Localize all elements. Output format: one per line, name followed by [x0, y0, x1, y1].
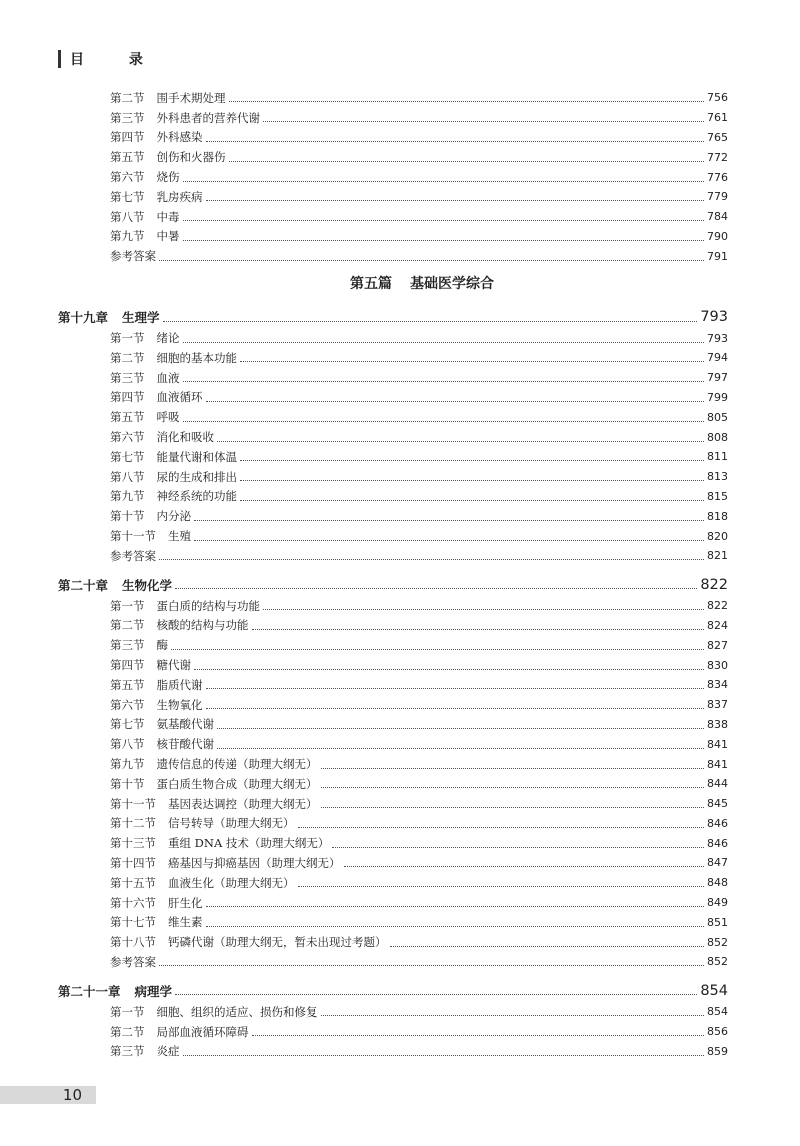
dot-leader: [217, 748, 704, 749]
entry-title: 重组 DNA 技术（助理大纲无）: [168, 836, 330, 851]
entry-page-number: 779: [707, 190, 728, 204]
entry-title: 氨基酸代谢: [156, 717, 214, 732]
entry-title: 生物化学: [122, 577, 173, 593]
entry-title: 酶: [156, 638, 168, 653]
entry-page-number: 854: [707, 1005, 728, 1019]
entry-number: 第四节: [110, 130, 145, 145]
entry-page-number: 761: [707, 111, 728, 125]
toc-section-entry[interactable]: [58, 715, 728, 735]
dot-leader: [252, 629, 705, 630]
dot-leader: [321, 768, 705, 769]
part-title: 基础医学综合: [410, 276, 494, 293]
toc-section-entry[interactable]: [58, 388, 728, 408]
entry-title: 病理学: [134, 983, 173, 999]
entry-number: 第十二节: [110, 816, 156, 831]
entry-number: 第十九章: [58, 310, 109, 326]
entry-title: 癌基因与抑癌基因（助理大纲无）: [168, 855, 341, 870]
entry-number: 第十五节: [110, 875, 156, 890]
entry-title: 外科患者的营养代谢: [156, 110, 260, 125]
entry-page-number: 830: [707, 658, 728, 672]
entry-page-number: 841: [707, 757, 728, 771]
toc-section-entry[interactable]: [58, 774, 728, 794]
entry-title: 细胞的基本功能: [156, 350, 237, 365]
entry-number: 第六节: [110, 170, 145, 185]
entry-title: 细胞、组织的适应、损伤和修复: [156, 1004, 318, 1019]
dot-leader: [229, 161, 705, 162]
entry-page-number: 846: [707, 816, 728, 830]
dot-leader: [206, 708, 705, 709]
toc-section-entry[interactable]: [58, 912, 728, 932]
entry-title: 围手术期处理: [156, 90, 226, 105]
entry-number: 第三节: [110, 370, 145, 385]
entry-title: 糖代谢: [156, 658, 191, 673]
entry-title: 神经系统的功能: [156, 489, 237, 504]
entry-title: 蛋白质生物合成（助理大纲无）: [156, 776, 318, 791]
entry-title: 生物氧化: [156, 697, 203, 712]
toc-answers-entry[interactable]: [58, 952, 728, 972]
dot-leader: [206, 688, 705, 689]
entry-number: 第七节: [110, 189, 145, 204]
toc-section-entry[interactable]: [58, 128, 728, 148]
entry-number: 参考答案: [110, 954, 156, 969]
toc-answers-entry[interactable]: [58, 546, 728, 566]
toc-section-entry[interactable]: [58, 833, 728, 853]
toc-section-entry[interactable]: [58, 596, 728, 616]
part-number: 第五篇: [350, 276, 392, 293]
entry-number: 第五节: [110, 677, 145, 692]
entry-title: 蛋白质的结构与功能: [156, 598, 260, 613]
toc-section-entry[interactable]: [58, 675, 728, 695]
toc-section-entry[interactable]: [58, 635, 728, 655]
dot-leader: [229, 101, 705, 102]
entry-title: 钙磷代谢（助理大纲无，暂未出现过考题）: [168, 935, 387, 950]
entry-page-number: 844: [707, 777, 728, 791]
entry-page-number: 827: [707, 638, 728, 652]
entry-title: 信号转导（助理大纲无）: [168, 816, 295, 831]
entry-title: 炎症: [156, 1044, 180, 1059]
entry-page-number: 854: [700, 982, 728, 999]
entry-number: 第七节: [110, 717, 145, 732]
entry-number: 第一节: [110, 331, 145, 346]
entry-page-number: 808: [707, 430, 728, 444]
dot-leader: [206, 401, 705, 402]
dot-leader: [332, 847, 704, 848]
toc-section-entry[interactable]: [58, 368, 728, 388]
dot-leader: [183, 220, 705, 221]
toc-section-entry[interactable]: [58, 407, 728, 427]
toc-section-entry[interactable]: [58, 147, 728, 167]
toc-section-entry[interactable]: [58, 447, 728, 467]
dot-leader: [171, 649, 704, 650]
entry-number: 第七节: [110, 449, 145, 464]
entry-page-number: 815: [707, 489, 728, 503]
entry-title: 血液: [156, 370, 180, 385]
toc-section-entry[interactable]: [58, 734, 728, 754]
entry-page-number: 849: [707, 896, 728, 910]
page-number: 10: [62, 1086, 82, 1104]
entry-page-number: 852: [707, 935, 728, 949]
entry-page-number: 851: [707, 915, 728, 929]
entry-number: 第一节: [110, 1004, 145, 1019]
page-footer: [0, 1086, 96, 1104]
entry-number: 第三节: [110, 1044, 145, 1059]
entry-title: 消化和吸收: [156, 430, 214, 445]
entry-number: 第五节: [110, 410, 145, 425]
entry-title: 外科感染: [156, 130, 203, 145]
toc-section-entry[interactable]: [58, 695, 728, 715]
entry-title: 生殖: [168, 529, 191, 544]
header-title: 目 录: [70, 52, 163, 68]
toc-section-entry[interactable]: [58, 655, 728, 675]
part-heading: [116, 268, 728, 298]
entry-number: 第十六节: [110, 895, 156, 910]
dot-leader: [206, 906, 705, 907]
entry-page-number: 797: [707, 371, 728, 385]
entry-number: 第九节: [110, 229, 145, 244]
table-of-contents: [58, 88, 728, 1061]
dot-leader: [183, 342, 705, 343]
toc-section-entry[interactable]: [58, 526, 728, 546]
entry-number: 第十七节: [110, 915, 156, 930]
entry-page-number: 846: [707, 836, 728, 850]
dot-leader: [206, 200, 705, 201]
entry-page-number: 841: [707, 737, 728, 751]
entry-number: 第四节: [110, 658, 145, 673]
entry-page-number: 834: [707, 678, 728, 692]
entry-number: 第八节: [110, 737, 145, 752]
toc-chapter-entry[interactable]: [58, 980, 728, 1002]
entry-page-number: 822: [700, 576, 728, 593]
toc-section-entry[interactable]: [58, 853, 728, 873]
entry-page-number: 756: [707, 91, 728, 105]
entry-number: 第四节: [110, 390, 145, 405]
dot-leader: [263, 609, 704, 610]
dot-leader: [183, 421, 705, 422]
toc-section-entry[interactable]: [58, 487, 728, 507]
entry-title: 脂质代谢: [156, 677, 203, 692]
toc-section-entry[interactable]: [58, 1022, 728, 1042]
dot-leader: [240, 361, 704, 362]
entry-number: 第六节: [110, 430, 145, 445]
dot-leader: [194, 520, 704, 521]
entry-page-number: 847: [707, 856, 728, 870]
entry-page-number: 818: [707, 509, 728, 523]
entry-page-number: 838: [707, 717, 728, 731]
entry-number: 第十八节: [110, 935, 156, 950]
toc-section-entry[interactable]: [58, 1041, 728, 1061]
toc-section-entry[interactable]: [58, 348, 728, 368]
dot-leader: [194, 669, 704, 670]
entry-number: 第九节: [110, 757, 145, 771]
dot-leader: [240, 500, 704, 501]
entry-page-number: 793: [700, 309, 728, 326]
entry-page-number: 811: [707, 450, 728, 464]
toc-section-entry[interactable]: [58, 893, 728, 913]
toc-chapter-entry[interactable]: [58, 306, 728, 328]
entry-number: 第二节: [110, 350, 145, 365]
entry-number: 第一节: [110, 598, 145, 613]
entry-title: 血液生化（助理大纲无）: [168, 875, 295, 890]
entry-title: 烧伤: [156, 170, 180, 185]
page-header: [58, 49, 163, 69]
dot-leader: [175, 994, 697, 995]
entry-page-number: 837: [707, 698, 728, 712]
dot-leader: [217, 728, 704, 729]
toc-section-entry[interactable]: [58, 187, 728, 207]
entry-page-number: 776: [707, 170, 728, 184]
dot-leader: [390, 946, 705, 947]
header-bar: [58, 50, 61, 68]
entry-number: 第二节: [110, 90, 145, 105]
dot-leader: [183, 381, 705, 382]
entry-page-number: 848: [707, 876, 728, 890]
entry-number: 第二节: [110, 1024, 145, 1039]
entry-number: 第十节: [110, 509, 145, 524]
entry-title: 血液循环: [156, 390, 203, 405]
toc-section-entry[interactable]: [58, 616, 728, 636]
dot-leader: [194, 540, 704, 541]
entry-title: 尿的生成和排出: [156, 469, 237, 484]
entry-page-number: 821: [707, 549, 728, 563]
dot-leader: [206, 141, 705, 142]
dot-leader: [298, 886, 705, 887]
dot-leader: [344, 866, 705, 867]
dot-leader: [217, 441, 704, 442]
toc-section-entry[interactable]: [58, 207, 728, 227]
entry-page-number: 784: [707, 210, 728, 224]
entry-page-number: 845: [707, 797, 728, 811]
entry-title: 创伤和火器伤: [156, 150, 226, 165]
entry-number: 第二十一章: [58, 983, 121, 999]
toc-section-entry[interactable]: [58, 932, 728, 952]
entry-title: 局部血液循环障碍: [156, 1024, 249, 1039]
entry-page-number: 791: [707, 249, 728, 263]
entry-number: 第十一节: [110, 796, 156, 811]
entry-title: 绪论: [156, 331, 180, 346]
entry-number: 第三节: [110, 110, 145, 125]
entry-number: 第五节: [110, 150, 145, 165]
dot-leader: [175, 588, 697, 589]
dot-leader: [163, 321, 698, 322]
entry-number: 第八节: [110, 209, 145, 224]
entry-number: 第六节: [110, 697, 145, 712]
entry-number: 第八节: [110, 469, 145, 484]
dot-leader: [206, 926, 705, 927]
entry-title: 生理学: [122, 310, 160, 326]
toc-section-entry[interactable]: [58, 754, 728, 774]
entry-page-number: 765: [707, 130, 728, 144]
dot-leader: [321, 1015, 705, 1016]
entry-title: 基因表达调控（助理大纲无）: [168, 796, 318, 811]
toc-section-entry[interactable]: [58, 873, 728, 893]
entry-page-number: 772: [707, 150, 728, 164]
entry-title: 中毒: [156, 209, 180, 224]
entry-title: 乳房疾病: [156, 189, 203, 204]
entry-number: 参考答案: [110, 249, 156, 264]
entry-page-number: 822: [707, 599, 728, 613]
entry-number: 第二十章: [58, 577, 109, 593]
dot-leader: [321, 787, 705, 788]
dot-leader: [159, 260, 704, 261]
entry-title: 中暑: [156, 229, 180, 244]
dot-leader: [183, 1055, 705, 1056]
entry-number: 第十节: [110, 776, 145, 791]
entry-page-number: 790: [707, 229, 728, 243]
entry-title: 能量代谢和体温: [156, 449, 237, 464]
entry-page-number: 793: [707, 331, 728, 345]
entry-page-number: 859: [707, 1044, 728, 1058]
toc-section-entry[interactable]: [58, 328, 728, 348]
entry-title: 维生素: [168, 915, 203, 930]
entry-number: 第十一节: [110, 529, 156, 544]
dot-leader: [183, 181, 705, 182]
dot-leader: [263, 121, 704, 122]
entry-title: 核苷酸代谢: [156, 737, 214, 752]
entry-page-number: 824: [707, 618, 728, 632]
entry-title: 遗传信息的传递（助理大纲无）: [156, 757, 318, 771]
toc-section-entry[interactable]: [58, 167, 728, 187]
dot-leader: [240, 480, 704, 481]
dot-leader: [298, 827, 705, 828]
toc-chapter-entry[interactable]: [58, 574, 728, 596]
toc-section-entry[interactable]: [58, 506, 728, 526]
entry-page-number: 813: [707, 470, 728, 484]
dot-leader: [240, 460, 704, 461]
toc-answers-entry[interactable]: [58, 246, 728, 266]
entry-number: 参考答案: [110, 548, 156, 563]
entry-number: 第九节: [110, 489, 145, 504]
dot-leader: [252, 1035, 705, 1036]
toc-section-entry[interactable]: [58, 427, 728, 447]
entry-title: 核酸的结构与功能: [156, 618, 249, 633]
entry-number: 第二节: [110, 618, 145, 633]
entry-title: 呼吸: [156, 410, 180, 425]
toc-section-entry[interactable]: [58, 88, 728, 108]
entry-number: 第三节: [110, 638, 145, 653]
dot-leader: [159, 559, 704, 560]
toc-section-entry[interactable]: [58, 1002, 728, 1022]
entry-title: 肝生化: [168, 895, 203, 910]
dot-leader: [321, 807, 705, 808]
entry-page-number: 820: [707, 529, 728, 543]
dot-leader: [159, 965, 704, 966]
entry-page-number: 805: [707, 410, 728, 424]
entry-page-number: 856: [707, 1025, 728, 1039]
toc-section-entry[interactable]: [58, 108, 728, 128]
toc-section-entry[interactable]: [58, 794, 728, 814]
entry-number: 第十四节: [110, 855, 156, 870]
toc-section-entry[interactable]: [58, 467, 728, 487]
toc-section-entry[interactable]: [58, 227, 728, 247]
entry-page-number: 794: [707, 351, 728, 365]
dot-leader: [183, 240, 705, 241]
entry-page-number: 852: [707, 955, 728, 969]
entry-number: 第十三节: [110, 836, 156, 851]
entry-title: 内分泌: [156, 509, 191, 524]
entry-page-number: 799: [707, 390, 728, 404]
toc-section-entry[interactable]: [58, 814, 728, 834]
